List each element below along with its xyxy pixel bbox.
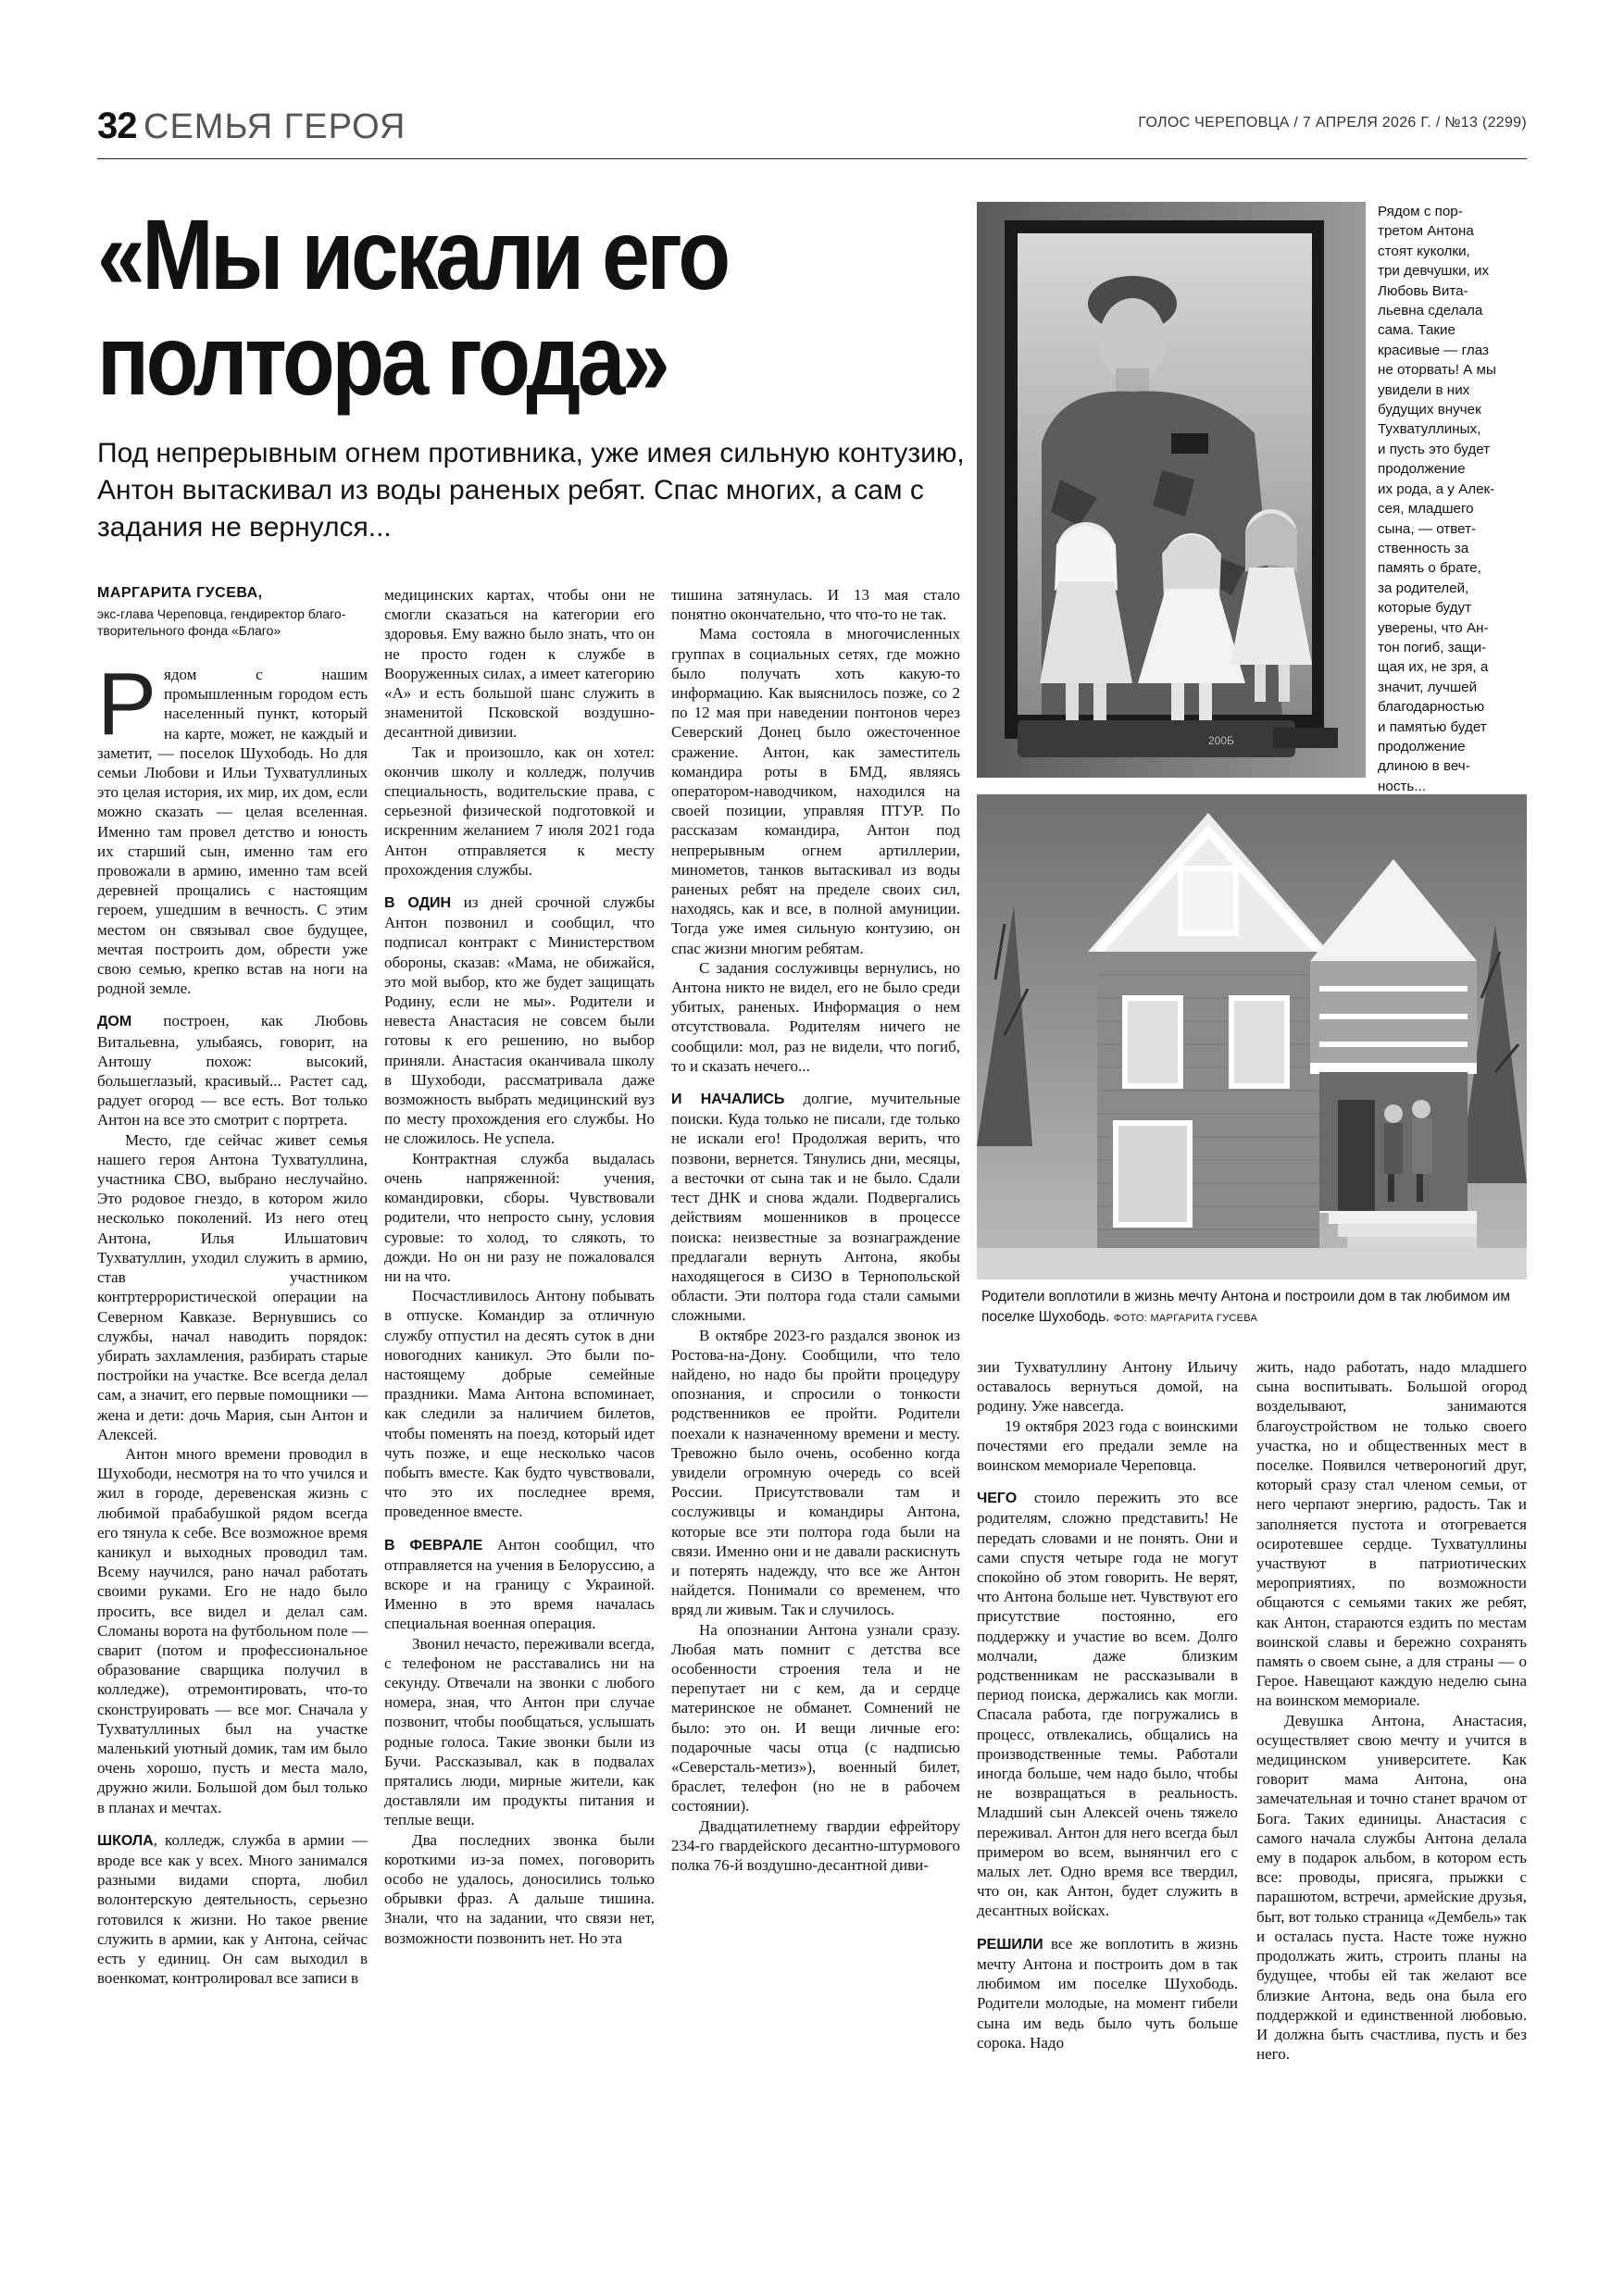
paragraph: Звонил нечасто, переживали всегда, с телефоном не расставались ни на секунду. Отвечали на звонки с любого номера, зная, что Антон при случае позвонит, чтобы пообщаться, услышать родные голоса. Такие звонки были из Бучи. Рассказывал, как в подвалах прятались люди, мирные жители, как доставляли им продукты питания и теплые вещи. [384, 1634, 655, 1829]
paragraph [97, 655, 368, 998]
paragraph: На опознании Антона узнали сразу. Любая мать помнит с детства все особенности строения тела и не перепутает ни с кем, да и сердце материнское не обманет. Сомнений не было: это он. И вещи личные его: подарочные часы отца (с надписью «Северсталь-метиз»), военный билет, браслет, телефон (но не в рабочем состоянии). [671, 1620, 960, 1816]
portrait-caption-line: не оторвать! А мы [1378, 362, 1496, 379]
paragraph: В октябре 2023-го раздался звонок из Ростова-на-Дону. Сообщили, что тело найдено, но надо бы пройти процедуру опознания, и спросили о тонкости родственников ее пройти. Родители поехали к назначенному времени и месту. Тревожно было очень, особенно когда увидели огромную очередь со всей России. Присутствовали там и сослуживцы и командиры Антона, которые все эти полтора года были на связи. Именно они и не давали раскиснуть и потерять надежду, что все же Антон найдется. Понимали со временем, что вряд ли живым. Так и случилось. [671, 1326, 960, 1619]
paragraph [97, 1830, 368, 1989]
paragraph-text: Антон сообщил, что отправляется на учения в Белоруссию, а вскоре и на границу с Украиной. Именно в это время началась специальная военная операция. [384, 1535, 655, 1633]
paragraph: медицинских картах, чтобы они не смогли сказаться на категории его здоровья. Ему важно было знать, что он не просто годен к службе в Вооруженных силах, а имеет категорию «А» и есть большой шанс служить в знаменитой Псковской воздушно-десантной дивизии. [384, 586, 655, 742]
portrait-caption-line: благодарностью [1378, 699, 1485, 716]
paragraph [977, 1934, 1238, 2053]
paragraph-text: долгие, мучительные поиски. Куда только не писали, где только не искали его! Продолжая верить, что позвони, вернется. Тянулись дни, месяцы, а весточки от сына так и не было. Сдали тест ДНК и снова ждали. Подвергались действиям мошенников в процессе поиска: неизвестные за вознаграждение предлагали вернуть Антона, якобы находящегося в СИЗО в Тернопольской области. Эти полтора года стали самыми сложными. [671, 1090, 960, 1325]
article-column-4 [977, 1357, 1238, 2053]
photo-credit: ФОТО: МАРГАРИТА ГУСЕВА [1113, 1312, 1258, 1324]
paragraph-text: стоило пережить это все родителям, сложно представить! Не передать словами и не понять. Они и сами спустя четыре года не могут спокойно об этом говорить. Не верят, что Антона больше нет. Чувствуют его присутствие постоянно, его поддержку и участие во всем. Долго молчали, даже близким родственникам не рассказывали в период поиска, держались как могли. Спасала работа, где погружались в процесс, отвлекались, общались на производственные темы. Работали иногда больше, чем надо было, чтобы не возвращаться в реальность. Младший сын Алексей очень тяжело переживал. Антон для него всегда был примером во всем, вынянчил его с малых лет. Одно время все твердил, что он, как Антон, будет служить в десантных войсках. [977, 1489, 1238, 1920]
portrait-caption-line: сея, младшего [1378, 501, 1474, 518]
paragraph: жить, надо работать, надо младшего сына воспитывать. Большой огород возделывают, занимаются благоустройством не только своего участка, но и общественных мест в поселке. Появился четвероногий друг, который сразу стал членом семьи, от него черпают энергию, радость. Так и заполняется пустота и отогревается осиротевшее сердце. Тухватуллины участвуют в патриотических мероприятиях, по возможности общаются с семьями таких же ребят, как Антон, стараются ездить по местам воинской славы и бережно сохранять память о своем сыне, а для страны — о Герое. Навещают каждую неделю сына на воинском мемориале. [1256, 1358, 1527, 1710]
portrait-photo [977, 202, 1366, 778]
page-header [97, 104, 1527, 159]
portrait-caption-line: Тухватуллиных, [1378, 421, 1481, 438]
portrait-caption-line: которые будут [1378, 600, 1472, 617]
paragraph [977, 1488, 1238, 1920]
paragraph: Двадцатилетнему гвардии ефрейтору 234-го гвардейского десантно-штурмового полка 76-й воздушно-десантной диви- [671, 1816, 960, 1874]
portrait-caption-line: их рода, а у Алек- [1378, 480, 1495, 497]
paragraph [384, 892, 655, 1149]
lead-in: РЕШИЛИ [977, 1936, 1043, 1953]
lead-in: ЧЕГО [977, 1491, 1018, 1507]
article-column-5 [1256, 1357, 1527, 2064]
portrait-caption-line: увидели в них [1378, 381, 1470, 398]
portrait-caption-line: три девчушки, их [1378, 263, 1490, 280]
portrait-caption-line: и пусть это будет [1378, 441, 1491, 457]
lead-in: В ОДИН [384, 895, 452, 912]
lead-in: ШКОЛА [97, 1832, 154, 1849]
paragraph: 19 октября 2023 года с воинскими почестями его предали земле на воинском мемориале Череповца. [977, 1416, 1238, 1475]
paragraph: Контрактная служба выдалась очень напряженной: учения, командировки, сборы. Чувствовали родители, что непросто сыну, условия суровые: то холод, то слякоть, то дожди. Но он ни разу не пожаловался ни на что. [384, 1149, 655, 1285]
paragraph: Два последних звонка были короткими из-за помех, поговорить особо не удалось, доносились только обрывки фраз. А дальше тишина. Знали, что на задании, что связи нет, возможности позвонить нет. Но эта [384, 1830, 655, 1947]
paragraph [671, 1089, 960, 1325]
portrait-caption-line: Любовь Вита- [1378, 282, 1468, 299]
portrait-caption-line: за родителей, [1378, 580, 1469, 596]
paragraph-text: построен, как Любовь Витальевна, улыбаясь, говорит, на Антошу похож: высокий, большеглазый, красивый... Растет сад, радует огород — все есть. Вот только Антон на все это смотрит с портрета. [97, 1012, 368, 1129]
paragraph [97, 1011, 368, 1129]
portrait-caption-line: красивые — глаз [1378, 342, 1489, 358]
paragraph: Девушка Антона, Анастасия, осуществляет свою мечту и учится в медицинском университете. Как говорит мама Антона, она замечательная и точно станет врачом от Бога. Таких единицы. Анастасия с самого начала службы Антона делала ему в подарок альбом, в котором есть все: проводы, присяга, прыжки с парашютом, встречи, армейские друзья, быт, вот только страница «Дембель» так и осталась пуста. Насте тоже нужно продолжать жить, строить планы на будущее, чтобы ей так желают все близкие Антона, ведь она была его поддержкой и единственной любовью. И должна быть счастлива, пусть и без него. [1256, 1711, 1527, 2064]
headline-line: «Мы искали его [97, 198, 728, 310]
author-role: экс-глава Череповца, гендиректор благотворительного фонда «Благо» [97, 606, 346, 638]
headline-line: полтора года» [97, 304, 668, 416]
tablet-number: 200Б [1208, 734, 1234, 747]
lead-in: В ФЕВРАЛЕ [384, 1537, 483, 1554]
paragraph: С задания сослуживцы вернулись, но Антона никто не видел, его не было среди убитых, раненых. Информация о нем отсутствовала. Родителям ничего не сообщили: мол, раз не видели, что погиб, то и сказать нечего... [671, 958, 960, 1075]
portrait-caption-line: ность... [1378, 778, 1426, 794]
house-photo-illustration [977, 794, 1527, 1279]
paragraph-text: , колледж, служба в армии — вроде все как у всех. Много занимался разными видами спорта, любил волонтерскую деятельность, серьезно готовился к жизни. Но такое рвение служить в армии, как у Антона, сейчас есть у единиц. Он сам выходил в военкомат, контролировал все записи в [97, 1830, 368, 1988]
house-caption-text: Родители воплотили в жизнь мечту Антона и построили дом в так любимом им поселке Шухободь. [981, 1289, 1511, 1325]
masthead: ГОЛОС ЧЕРЕПОВЦА / 7 АПРЕЛЯ 2026 Г. / №13 (2299) [1138, 115, 1527, 131]
portrait-caption-line: Рядом с пор- [1378, 204, 1463, 219]
page-number: 32 [97, 106, 137, 146]
portrait-caption-line: длиною в веч- [1378, 758, 1470, 775]
section-title: СЕМЬЯ ГЕРОЯ [144, 107, 406, 146]
paragraph-text: все же воплотить в жизнь мечту Антона и построить дом в так любимом им поселке Шухободь. Родители молодые, на момент гибели сына им ведь было чуть больше сорока. Надо [977, 1934, 1238, 2052]
article-column-1 [97, 655, 368, 1988]
article-column-2 [384, 585, 655, 1948]
paragraph: Посчастливилось Антону побывать в отпуске. Командир за отличную службу отпустил на десять суток в дни новогодних каникул. Это были по-настоящему добрые семейные праздники. Мама Антона вспоминает, как следили за наличием билетов, чтобы поменять на поезд, который идет чуть позже, и еще несколько часов побыть вместе. Как будто чувствовали, что это их последнее время, проведенное вместе. [384, 1287, 655, 1521]
drop-cap: Р [97, 655, 157, 754]
house-caption [981, 1287, 1528, 1329]
headline [97, 198, 845, 416]
portrait-caption-line: сама. Такие [1378, 322, 1455, 339]
portrait-caption-line: третом Антона [1378, 223, 1474, 240]
paragraph: Так и произошло, как он хотел: окончив школу и колледж, получив специальность, водительские права, с серьезной физической подготовкой и искренним желанием 7 июля 2021 года Антон отправляется к месту прохождения службы. [384, 742, 655, 879]
portrait-caption-line: льевна сделала [1378, 303, 1483, 319]
lead-paragraph: Под непрерывным огнем противника, уже имея сильную контузию, Антон вытаскивал из воды раненых ребят. Спас многих, а сам с задания не вернулся... [97, 438, 965, 543]
portrait-caption-line: продолжение [1378, 738, 1466, 755]
lead-in: ДОМ [97, 1014, 132, 1030]
portrait-caption-line: ственность за [1378, 540, 1469, 556]
portrait-caption-line: продолжение [1378, 461, 1466, 478]
lead-in: И НАЧАЛИСЬ [671, 1092, 785, 1108]
paragraph: Место, где сейчас живет семья нашего героя Антона Тухватуллина, участника СВО, выбрано неслучайно. Это родовое гнездо, в котором жило несколько поколений. Из него отец Антона, Илья Ильшатович Тухватуллин, уходил служить в армию, став участником контртеррористической операции на Северном Кавказе. Вернувшись со службы, начал наводить порядок: убирать захламления, разбирать старые постройки на участке. Все всегда делал сам, а значит, его первые помощники — жена и дети: дочь Мария, сын Антон и Алексей. [97, 1130, 368, 1443]
portrait-caption-line: память о брате, [1378, 560, 1481, 577]
paragraph-text: из дней срочной службы Антон позвонил и сообщил, что подписал контракт с Министерством обороны, сказав: «Мама, не обижайся, это мой выбор, кто же будет защищать Родину, если не мы». Родители и невеста Анастасия не совсем были готовы к его решению, но выбор приняли. Анастасия оканчивала школу в Шухободи, рассматривала даже возможность выбрать медицинский вуз по месту прохождения его службы. Но не сложилось. Не успела. [384, 893, 656, 1148]
paragraph: Антон много времени проводил в Шухободи, несмотря на то что учился и жил в городе, деревенская жизнь с любимой прабабушкой рядом всегда его тянула к себе. Все возможное время каникул и выходных проводил там. Всему научился, рано начал работать своими руками. Его не надо было просить, все видел и делал сам. Сломаны ворота на футбольном поле — сварит (потом и профессиональное образование сварщика получил в колледже), отремонтировать, что-то сконструировать — все мог. Сначала у Тухватуллиных был на участке маленький уютный домик, там им было очень хорошо, пусть и места мало, дружно жили. Большой дом был только в планах и мечтах. [97, 1444, 368, 1816]
paragraph: зии Тухватуллину Антону Ильичу оставалось вернуться домой, на родину. Уже навсегда. [977, 1358, 1238, 1416]
portrait-caption [1378, 202, 1526, 796]
paragraph: Мама состояла в многочисленных группах в социальных сетях, где можно было получать хоть какую-то информацию. Как выяснилось позже, со 2 по 12 мая при наведении понтонов через Северский Донец было ожесточенное сражение. Антон, как заместитель командира роты в БМД, являясь оператором-наводчиком, находился на своей позиции, управляя ПТУР. По рассказам командира, Антон под непрерывным огнем артиллерии, минометов, танков вытаскивал из воды раненых ребят на пределе своих сил, находясь, как и все, в полной амуниции. Тогда уже имея сильную контузию, он спас жизни многим ребятам. [671, 625, 960, 957]
portrait-caption-line: сына, — ответ- [1378, 520, 1477, 537]
portrait-caption-line: стоят куколки, [1378, 243, 1470, 259]
byline [97, 585, 347, 639]
portrait-caption-line: будущих внучек [1378, 402, 1481, 418]
portrait-caption-line: уверены, что Ан- [1378, 619, 1489, 636]
portrait-caption-line: значит, лучшей [1378, 679, 1478, 695]
paragraph [384, 1535, 655, 1634]
portrait-photo-illustration [977, 202, 1366, 778]
portrait-caption-line: щая их, не зря, а [1378, 659, 1489, 676]
paragraph-text: ядом с нашим промышленным городом есть населенный пункт, который на карте, может, не каждый и заметит, — поселок Шухободь. Но для семьи Любови и Ильи Тухватуллиных это целая история, их мир, их дом, если можно сказать — целая вселенная. Именно там провел детство и юность их старший сын, именно там его провожали в армию, именно там всей деревней прощались с настоящим героем, ушедшим в вечность. С этим местом он связывал свое будущее, мечтая построить дом, обрести уже свою семью, крепко встав на ноги на родной земле. [97, 666, 368, 998]
portrait-caption-line: тон погиб, защи- [1378, 639, 1487, 655]
house-photo [977, 794, 1527, 1279]
paragraph: тишина затянулась. И 13 мая стало понятно окончательно, что что-то не так. [671, 586, 960, 624]
portrait-caption-line: и памятью будет [1378, 718, 1487, 735]
article-column-3 [671, 585, 960, 1875]
author-name: МАРГАРИТА ГУСЕВА, [97, 585, 263, 601]
